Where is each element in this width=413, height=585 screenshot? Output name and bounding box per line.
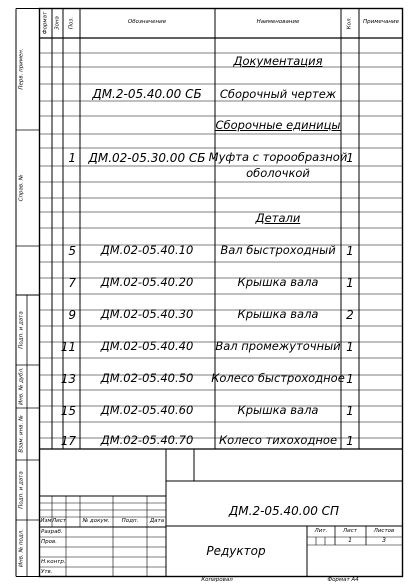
stamp-izm: Изм — [40, 518, 52, 524]
header-name: Наименование — [256, 19, 300, 25]
stamp-lit: Лит. — [314, 528, 328, 534]
side-inv-podl: Инв. № подл. — [17, 529, 24, 567]
row-qty: 1 — [346, 404, 354, 418]
row-qty: 1 — [346, 434, 354, 448]
row-qty: 2 — [346, 308, 354, 322]
row-designation: ДМ.02-05.40.20 — [100, 275, 194, 289]
stamp-utv: Утв. — [41, 569, 53, 575]
row-designation: ДМ.2-05.40.00 СБ — [92, 87, 202, 101]
row-name: Муфта с торообразной — [208, 150, 348, 164]
row-designation: ДМ.02-05.40.60 — [100, 403, 194, 417]
row-qty: 1 — [346, 151, 354, 165]
stamp-nkontr: Н.контр. — [41, 559, 66, 565]
header-note: Примечание — [363, 19, 399, 25]
side-podp-data-2: Подп. и дата — [17, 471, 24, 509]
row-pos: 11 — [60, 340, 76, 354]
section-parts: Детали — [255, 211, 301, 225]
header-zone: Зона — [53, 16, 60, 30]
stamp-prov: Пров. — [41, 539, 57, 545]
row-qty: 1 — [346, 276, 354, 290]
stamp-designation: ДМ.2-05.40.00 СП — [228, 504, 340, 518]
row-name-continued: оболочкой — [246, 166, 310, 180]
header-format: Формат — [41, 11, 48, 35]
stamp-title: Редуктор — [206, 544, 266, 558]
row-designation: ДМ.02-05.40.10 — [100, 243, 194, 257]
footer-format: Формат А4 — [327, 577, 359, 583]
side-perv-primen: Перв. примен. — [17, 48, 24, 90]
row-pos: 15 — [60, 404, 76, 418]
section-assemblies: Сборочные единицы — [215, 118, 341, 132]
row-designation: ДМ.02-05.40.40 — [100, 339, 194, 353]
stamp-podp: Подп. — [121, 518, 139, 524]
stamp-sheet-number: 1 — [348, 537, 352, 544]
row-qty: 1 — [346, 244, 354, 258]
row-designation: ДМ.02-05.40.50 — [100, 371, 194, 385]
row-pos: 1 — [68, 151, 76, 165]
footer-copied: Копировал — [201, 577, 233, 583]
header-designation: Обозначение — [127, 19, 167, 25]
stamp-sheets-number: 3 — [382, 537, 386, 544]
row-designation: ДМ.02-05.40.30 — [100, 307, 194, 321]
stamp-data: Дата — [149, 518, 165, 524]
row-pos: 13 — [60, 372, 76, 386]
side-inv-dubl: Инв. № дубл. — [17, 367, 24, 405]
row-qty: 1 — [346, 372, 354, 386]
stamp-razrab: Разраб. — [41, 529, 63, 535]
header-qty: Кол. — [346, 16, 353, 30]
row-designation: ДМ.02-05.40.70 — [100, 433, 194, 447]
row-name: Колесо быстроходное — [211, 371, 345, 385]
side-podp-data-1: Подп. и дата — [17, 311, 24, 349]
row-name: Вал промежуточный — [215, 339, 341, 353]
stamp-ndoc: № докум. — [82, 518, 110, 524]
row-designation: ДМ.02-05.30.00 СБ — [88, 151, 206, 165]
row-name: Вал быстроходный — [220, 243, 336, 257]
row-name: Крышка вала — [237, 307, 319, 321]
stamp-list: Лист — [52, 518, 66, 524]
side-sprav-no: Справ. № — [17, 174, 24, 202]
row-name: Сборочный чертеж — [219, 87, 337, 101]
row-pos: 7 — [68, 276, 76, 290]
side-vzam-inv: Взам. инв. № — [17, 415, 24, 453]
row-name: Крышка вала — [237, 403, 319, 417]
stamp-sheet-label: Лист — [343, 528, 357, 534]
row-name: Крышка вала — [237, 275, 319, 289]
row-name: Колесо тихоходное — [218, 433, 338, 447]
row-qty: 1 — [346, 340, 354, 354]
row-pos: 5 — [68, 244, 76, 258]
section-docs: Документация — [233, 54, 323, 68]
row-pos: 17 — [60, 434, 76, 448]
stamp-sheets-label: Листов — [373, 528, 395, 534]
row-pos: 9 — [68, 308, 76, 322]
header-pos: Поз. — [67, 16, 74, 30]
